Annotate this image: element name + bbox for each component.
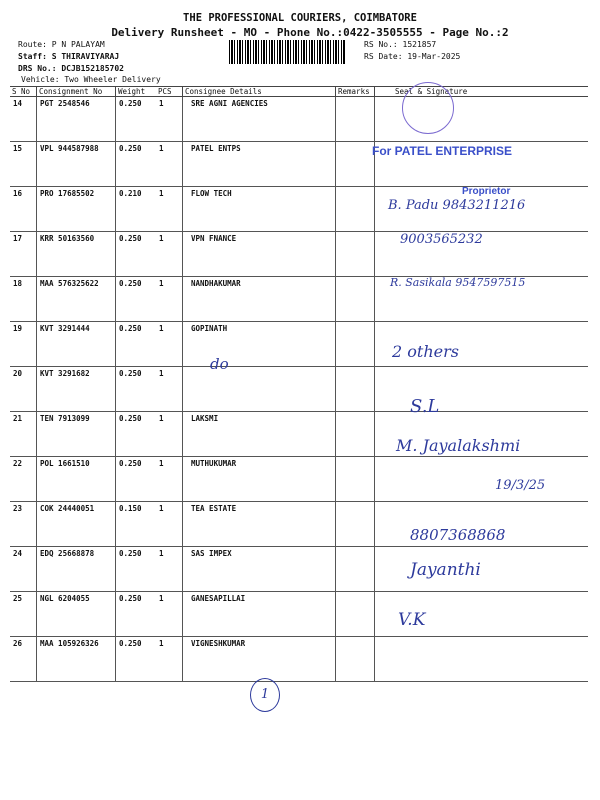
row-consignment-no: KRR 50163560 [37, 232, 116, 277]
rs-date: RS Date: 19-Mar-2025 [364, 52, 461, 61]
row-weight: 0.210 [116, 187, 157, 232]
row-consignment-no: COK 24440051 [37, 502, 116, 547]
runsheet-table [10, 86, 588, 682]
row-pcs: 1 [156, 232, 183, 277]
row-remarks [336, 502, 375, 547]
row-consignment-no: PGT 2548546 [37, 97, 116, 142]
col-pcs: PCS [156, 87, 183, 97]
row-consignee: GANESAPILLAI [183, 592, 336, 637]
table-row [10, 367, 588, 412]
row-consignee [183, 367, 336, 412]
row-remarks [336, 322, 375, 367]
row-consignment-no: EDQ 25668878 [37, 547, 116, 592]
row-remarks [336, 142, 375, 187]
row-pcs: 1 [156, 457, 183, 502]
row-consignee: PATEL ENTPS [183, 142, 336, 187]
table-row [10, 322, 588, 367]
table-row [10, 592, 588, 637]
company-title: THE PROFESSIONAL COURIERS, COIMBATORE [183, 12, 417, 24]
row-consignment-no: PRO 17685502 [37, 187, 116, 232]
row-consignment-no: NGL 6204055 [37, 592, 116, 637]
col-consignee: Consignee Details [183, 87, 336, 97]
row-consignee: TEA ESTATE [183, 502, 336, 547]
row-sno: 26 [10, 637, 37, 682]
row-remarks [336, 457, 375, 502]
row-weight: 0.250 [116, 97, 157, 142]
row-sno: 23 [10, 502, 37, 547]
row-remarks [336, 412, 375, 457]
row-remarks [336, 367, 375, 412]
row-consignment-no: TEN 7913099 [37, 412, 116, 457]
row-consignment-no: VPL 944587988 [37, 142, 116, 187]
row-weight: 0.150 [116, 502, 157, 547]
row-consignee: VIGNESHKUMAR [183, 637, 336, 682]
row-remarks [336, 97, 375, 142]
row-sno: 25 [10, 592, 37, 637]
signature-23: 19/3/25 [495, 478, 546, 493]
row-consignee: VPN FNANCE [183, 232, 336, 277]
row-consignment-no: POL 1661510 [37, 457, 116, 502]
row-pcs: 1 [156, 502, 183, 547]
row-weight: 0.250 [116, 592, 157, 637]
row-weight: 0.250 [116, 142, 157, 187]
runsheet-title: Delivery Runsheet - MO - Phone No.:0422-3505555 - Page No.:2 [111, 26, 509, 39]
row-seal [375, 457, 589, 502]
table-row [10, 97, 588, 142]
row-sno: 21 [10, 412, 37, 457]
row-consignee: GOPINATH [183, 322, 336, 367]
signature-20: 2 others [392, 342, 459, 361]
row-consignee: LAKSMI [183, 412, 336, 457]
row-sno: 24 [10, 547, 37, 592]
route: Route: P N PALAYAM [18, 40, 105, 49]
row-remarks [336, 277, 375, 322]
row-pcs: 1 [156, 142, 183, 187]
row-seal [375, 547, 589, 592]
col-consignment: Consignment No [37, 87, 116, 97]
row-remarks [336, 637, 375, 682]
row-pcs: 1 [156, 592, 183, 637]
row-consignment-no: MAA 105926326 [37, 637, 116, 682]
row-sno: 18 [10, 277, 37, 322]
row-sno: 22 [10, 457, 37, 502]
row-weight: 0.250 [116, 412, 157, 457]
proprietor-stamp: Proprietor [462, 186, 511, 197]
col-remarks: Remarks [336, 87, 375, 97]
row-pcs: 1 [156, 187, 183, 232]
row-pcs: 1 [156, 367, 183, 412]
table-row [10, 547, 588, 592]
row-sno: 14 [10, 97, 37, 142]
col-sno: S No [10, 87, 37, 97]
row-sno: 20 [10, 367, 37, 412]
row-consignment-no: KVT 3291444 [37, 322, 116, 367]
signature-21: S.L [410, 396, 440, 417]
table-row [10, 637, 588, 682]
signature-17: 9003565232 [400, 232, 483, 247]
page-number-circle: 1 [250, 678, 280, 712]
barcode [229, 40, 346, 64]
row-pcs: 1 [156, 547, 183, 592]
row-remarks [336, 187, 375, 232]
signature-18: R. Sasikala 9547597515 [390, 276, 526, 289]
signature-26: V.K [398, 610, 426, 630]
signature-16: B. Padu 9843211216 [388, 198, 526, 213]
row-consignee: FLOW TECH [183, 187, 336, 232]
row-weight: 0.250 [116, 547, 157, 592]
row-sno: 16 [10, 187, 37, 232]
vehicle: Vehicle: Two Wheeler Delivery [21, 75, 161, 84]
row-weight: 0.250 [116, 232, 157, 277]
table-header [10, 87, 588, 97]
row-weight: 0.250 [116, 637, 157, 682]
patel-stamp: For PATEL ENTERPRISE [372, 144, 513, 158]
row-sno: 15 [10, 142, 37, 187]
row-consignee: NANDHAKUMAR [183, 277, 336, 322]
drs-no: DRS No.: DCJB152185702 [18, 64, 124, 73]
row-weight: 0.250 [116, 457, 157, 502]
row-pcs: 1 [156, 322, 183, 367]
signature-22: M. Jayalakshmi [396, 436, 521, 455]
row-pcs: 1 [156, 277, 183, 322]
row-pcs: 1 [156, 412, 183, 457]
row-consignment-no: MAA 576325622 [37, 277, 116, 322]
row-pcs: 1 [156, 637, 183, 682]
seal-stamp-circle [402, 82, 454, 134]
row-consignee: SRE AGNI AGENCIES [183, 97, 336, 142]
col-seal: Seal & Signature [375, 87, 589, 97]
row-sno: 19 [10, 322, 37, 367]
row-remarks [336, 232, 375, 277]
row-consignee: MUTHUKUMAR [183, 457, 336, 502]
row-pcs: 1 [156, 97, 183, 142]
row-seal [375, 367, 589, 412]
staff: Staff: S THIRAVIYARAJ [18, 52, 120, 61]
row-seal [375, 637, 589, 682]
col-weight: Weight [116, 87, 157, 97]
signature-25: Jayanthi [410, 560, 481, 580]
signature-24: 8807368868 [410, 526, 506, 544]
row-remarks [336, 547, 375, 592]
handwriting-do: do [210, 355, 229, 373]
table-row [10, 232, 588, 277]
row-consignee: SAS IMPEX [183, 547, 336, 592]
row-consignment-no: KVT 3291682 [37, 367, 116, 412]
rs-no: RS No.: 1521857 [364, 40, 437, 49]
row-sno: 17 [10, 232, 37, 277]
row-weight: 0.250 [116, 367, 157, 412]
row-remarks [336, 592, 375, 637]
row-weight: 0.250 [116, 277, 157, 322]
row-weight: 0.250 [116, 322, 157, 367]
